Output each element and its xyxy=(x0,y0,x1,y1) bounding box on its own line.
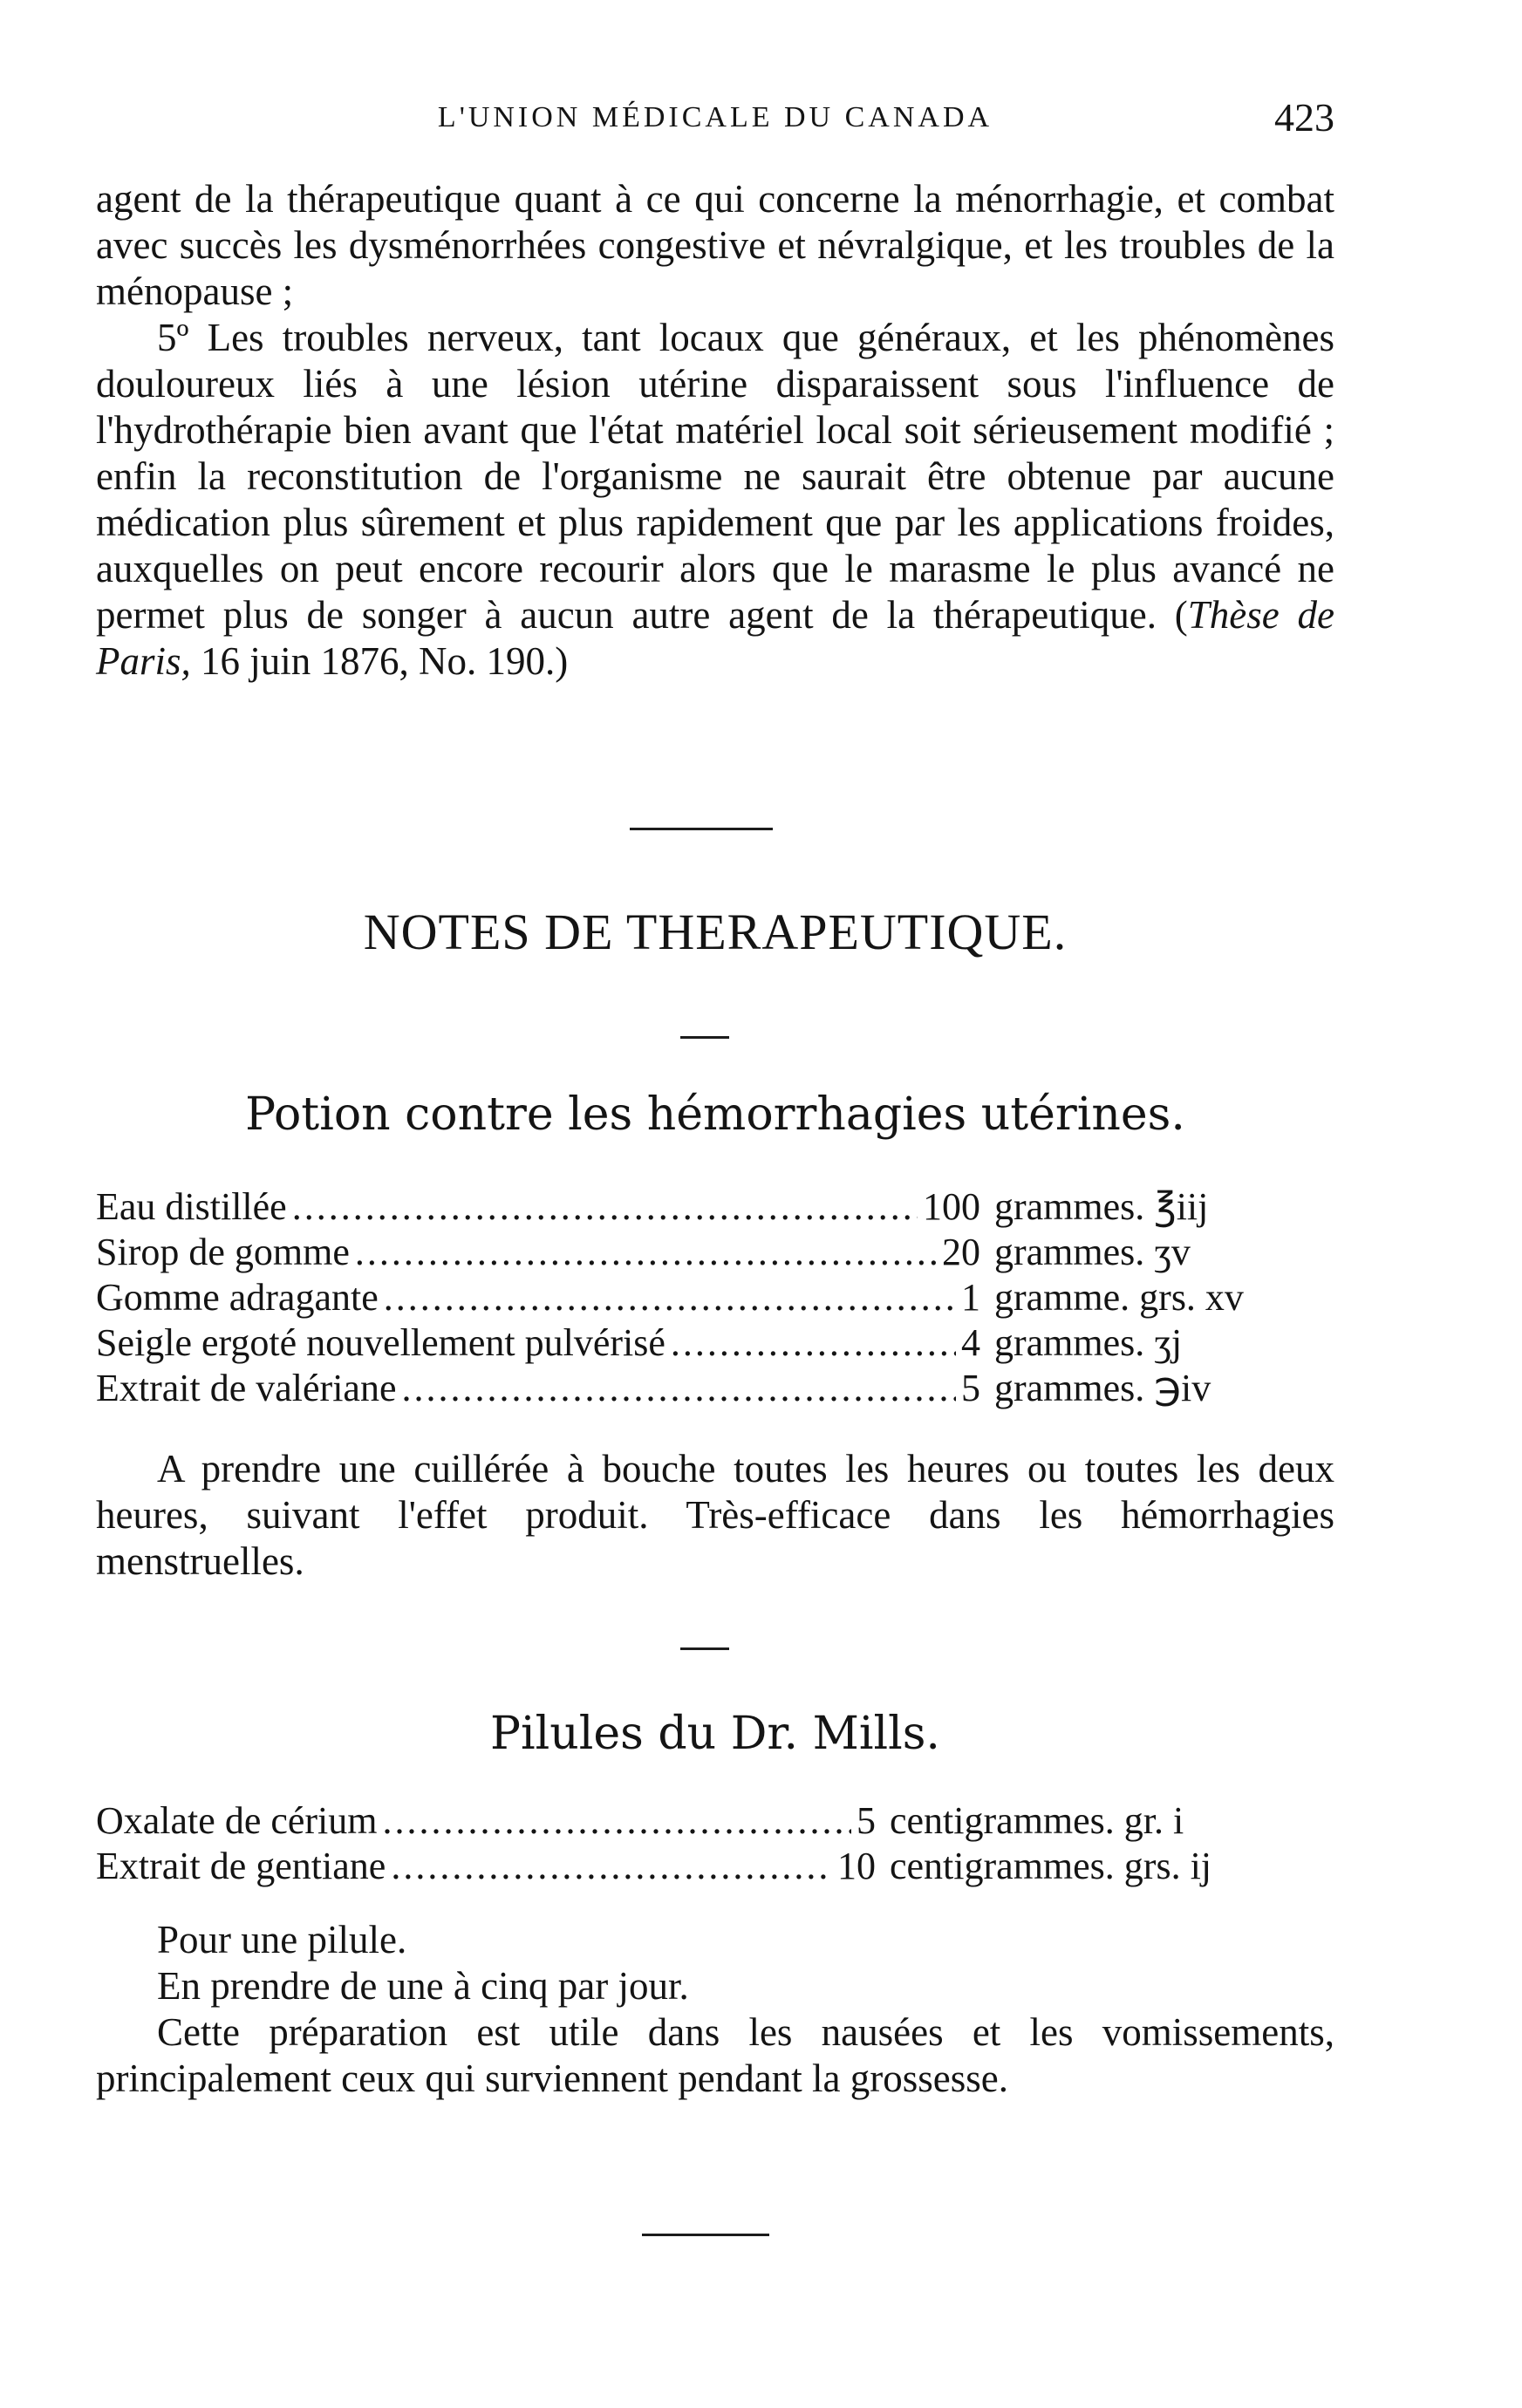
ingredient-row xyxy=(96,1844,1343,1889)
ingredient-row xyxy=(96,1798,1343,1844)
ingredient-row xyxy=(96,1275,1343,1320)
divider-rule xyxy=(680,1647,729,1650)
dot-leader xyxy=(384,1275,956,1320)
ingredient-name: Sirop de gomme xyxy=(96,1231,350,1273)
pills-ingredients xyxy=(96,1798,1343,1889)
ingredient-name: Seigle ergoté nouvellement pulvérisé xyxy=(96,1321,665,1364)
ingredient-unit: gramme. grs. xv xyxy=(994,1276,1244,1319)
intro-paragraph-2 xyxy=(96,315,1334,685)
ingredient-quantity: 5 xyxy=(961,1367,980,1409)
dot-leader xyxy=(671,1320,956,1366)
dot-leader xyxy=(292,1184,918,1230)
pills-title: Pilules du Dr. Mills. xyxy=(490,1708,940,1760)
ingredient-quantity: 20 xyxy=(942,1231,980,1273)
potion-instructions-block xyxy=(96,1446,1334,1585)
dot-leader xyxy=(401,1366,956,1411)
divider-rule xyxy=(642,2234,769,2236)
ingredient-quantity: 5 xyxy=(857,1799,876,1842)
running-head xyxy=(96,94,1334,147)
dot-leader xyxy=(391,1844,832,1889)
page-number: 423 xyxy=(1274,95,1334,140)
pills-frequency-line: En prendre de une à cinq par jour. xyxy=(157,1964,689,2008)
ingredient-unit: grammes. ʒv xyxy=(994,1231,1191,1273)
ingredient-unit: centigrammes. gr. i xyxy=(890,1799,1184,1842)
ingredient-quantity: 1 xyxy=(961,1276,980,1319)
ingredient-name: Extrait de gentiane xyxy=(96,1845,386,1887)
section-title: NOTES DE THERAPEUTIQUE. xyxy=(363,904,1068,960)
dot-leader xyxy=(355,1230,937,1275)
ingredient-unit: grammes. ℈iv xyxy=(994,1367,1211,1409)
citation-title: Thèse de Paris, xyxy=(96,593,1334,683)
ingredient-name: Eau distillée xyxy=(96,1185,287,1228)
ingredient-quantity: 10 xyxy=(837,1845,876,1887)
citation-details: 16 juin 1876, No. 190.) xyxy=(190,639,569,683)
ingredient-name: Extrait de valériane xyxy=(96,1367,397,1409)
ingredient-unit: centigrammes. grs. ij xyxy=(890,1845,1212,1887)
ingredient-quantity: 4 xyxy=(961,1321,980,1364)
ingredient-row xyxy=(96,1184,1343,1230)
ingredient-row xyxy=(96,1230,1343,1275)
potion-instructions: A prendre une cuillérée à bouche toutes les heures ou toutes les deux heures, suivant l'effet produit. Très-efficace dans les hémorrhagies menstruelles. xyxy=(96,1447,1334,1583)
pills-instructions-block xyxy=(96,1917,1334,2102)
ingredient-row xyxy=(96,1320,1343,1366)
running-title: L'UNION MÉDICALE DU CANADA xyxy=(437,101,993,133)
ingredient-unit: grammes. ℥iij xyxy=(994,1185,1209,1228)
intro-paragraph-2-text: 5º Les troubles nerveux, tant locaux que généraux, et les phénomènes douloureux liés à une lésion utérine disparaissent sous l'influence de l'hydrothérapie bien avant que l'état matériel local soit sérieusement modifié ; enfin la reconstitution de l'organisme ne saurait être obtenue par aucune médication plus sûrement et plus rapidement que par les applications froides, auxquelles on peut encore recourir alors que le marasme le plus avancé ne permet plus de songer à aucun autre agent de la thérapeutique. ( xyxy=(96,316,1334,637)
ingredient-row xyxy=(96,1366,1343,1411)
divider-rule xyxy=(680,1036,729,1039)
ingredient-unit: grammes. ʒj xyxy=(994,1321,1183,1364)
intro-text xyxy=(96,176,1334,685)
divider-rule xyxy=(630,828,773,830)
pills-dose-line: Pour une pilule. xyxy=(157,1918,407,1961)
ingredient-name: Gomme adragante xyxy=(96,1276,379,1319)
potion-ingredients xyxy=(96,1184,1343,1411)
ingredient-name: Oxalate de cérium xyxy=(96,1799,378,1842)
ingredient-quantity: 100 xyxy=(923,1185,980,1228)
intro-paragraph-1: agent de la thérapeutique quant à ce qui concerne la ménorrhagie, et combat avec succès les dysménorrhées congestive et névralgique, et les troubles de la ménopause ; xyxy=(96,177,1334,313)
dot-leader xyxy=(383,1798,851,1844)
pills-note: Cette préparation est utile dans les nausées et les vomissements, principalement ceux qui surviennent pendant la grossesse. xyxy=(96,2010,1334,2100)
potion-title: Potion contre les hémorrhagies utérines. xyxy=(245,1088,1185,1141)
